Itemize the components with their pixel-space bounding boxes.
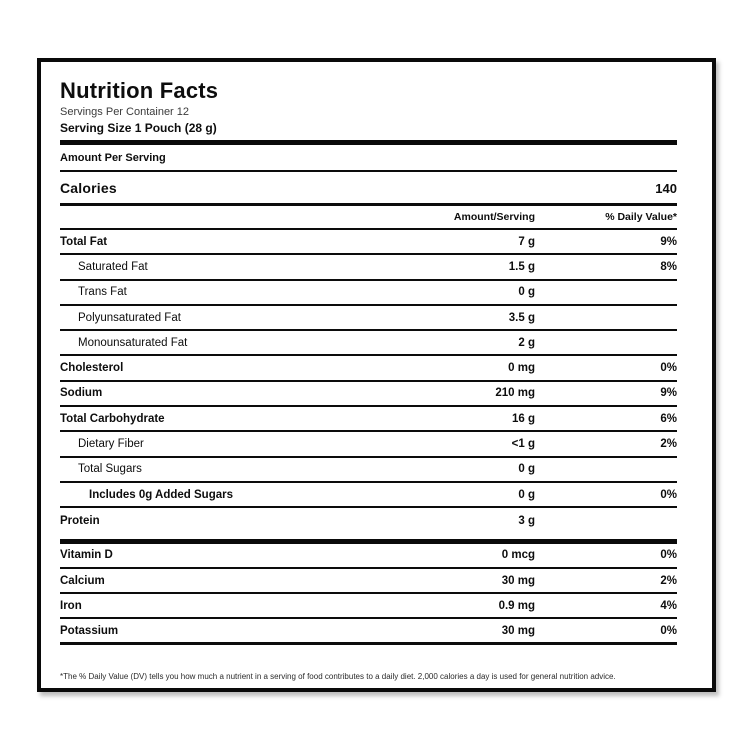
nutrient-daily-value: 2% xyxy=(660,574,677,587)
nutrient-name: Calcium xyxy=(60,574,105,587)
nutrient-name: Total Fat xyxy=(60,235,108,248)
table-row xyxy=(60,356,677,381)
nutrient-amount: 30 mg xyxy=(501,574,535,587)
nutrient-amount: 16 g xyxy=(511,412,535,425)
table-row xyxy=(60,230,677,255)
label-title: Nutrition Facts xyxy=(60,78,219,103)
table-row xyxy=(60,306,677,331)
nutrient-daily-value: 9% xyxy=(660,235,677,248)
table-row xyxy=(60,544,677,569)
amount-per-serving-heading: Amount Per Serving xyxy=(60,145,677,172)
table-row xyxy=(60,483,677,508)
table-row xyxy=(60,432,677,457)
nutrition-label xyxy=(37,58,716,692)
column-header-row xyxy=(60,206,677,230)
nutrient-name: Potassium xyxy=(60,624,119,637)
column-header-daily-value: % Daily Value* xyxy=(605,211,677,223)
column-header-spacer xyxy=(60,211,385,224)
nutrient-daily-value: 0% xyxy=(660,549,677,562)
nutrient-daily-value: 6% xyxy=(660,412,677,425)
table-row xyxy=(60,508,677,533)
nutrient-name: Iron xyxy=(60,599,82,612)
table-row xyxy=(60,594,677,619)
nutrient-amount: 210 mg xyxy=(495,387,535,400)
nutrient-name: Total Sugars xyxy=(78,463,142,476)
nutrient-amount: 30 mg xyxy=(501,624,535,637)
nutrient-amount: 0 g xyxy=(518,488,535,501)
table-row xyxy=(60,255,677,280)
nutrient-daily-value: 4% xyxy=(660,599,677,612)
table-row xyxy=(60,458,677,483)
calories-row xyxy=(60,172,677,206)
column-header-amount: Amount/Serving xyxy=(453,211,535,223)
servings-per-container: Servings Per Container 12 xyxy=(60,106,190,118)
nutrient-name: Total Carbohydrate xyxy=(60,412,165,425)
nutrient-daily-value: 8% xyxy=(660,260,677,273)
nutrient-daily-value: 0% xyxy=(660,624,677,637)
nutrient-daily-value: 0% xyxy=(660,488,677,501)
table-row xyxy=(60,331,677,356)
nutrient-amount: 3.5 g xyxy=(508,311,535,324)
table-row xyxy=(60,281,677,306)
nutrient-amount: 3 g xyxy=(518,514,535,527)
table-row xyxy=(60,569,677,594)
nutrient-daily-value: 0% xyxy=(660,362,677,375)
calories-value: 140 xyxy=(655,181,677,196)
nutrient-amount: 2 g xyxy=(518,336,535,349)
nutrient-daily-value: 9% xyxy=(660,387,677,400)
nutrient-amount: 1.5 g xyxy=(508,260,535,273)
nutrient-name: Polyunsaturated Fat xyxy=(78,311,181,324)
nutrient-name: Saturated Fat xyxy=(78,260,148,273)
nutrient-amount: 0 g xyxy=(518,463,535,476)
nutrient-amount: 0 g xyxy=(518,286,535,299)
nutrient-table xyxy=(60,230,677,534)
nutrient-daily-value: 2% xyxy=(660,438,677,451)
nutrient-name: Cholesterol xyxy=(60,362,124,375)
nutrient-amount: 7 g xyxy=(518,235,535,248)
nutrient-name: Trans Fat xyxy=(78,286,127,299)
nutrient-name: Includes 0g Added Sugars xyxy=(89,488,233,501)
table-row xyxy=(60,619,677,644)
nutrient-name: Sodium xyxy=(60,387,103,400)
nutrient-name: Vitamin D xyxy=(60,549,113,562)
nutrient-amount: 0.9 mg xyxy=(498,599,535,612)
nutrient-amount: <1 g xyxy=(511,438,535,451)
table-row xyxy=(60,382,677,407)
vitamin-table xyxy=(60,544,677,645)
serving-size: Serving Size 1 Pouch (28 g) xyxy=(60,121,217,135)
nutrient-name: Dietary Fiber xyxy=(78,438,144,451)
nutrient-name: Protein xyxy=(60,514,100,527)
nutrient-name: Monounsaturated Fat xyxy=(78,336,188,349)
daily-value-footnote: *The % Daily Value (DV) tells you how much a nutrient in a serving of food contributes to a daily diet. 2,000 calories a day is used for general nutrition advice. xyxy=(60,671,616,681)
table-row xyxy=(60,407,677,432)
nutrient-amount: 0 mcg xyxy=(501,549,535,562)
calories-label: Calories xyxy=(60,180,117,196)
nutrient-amount: 0 mg xyxy=(508,362,535,375)
